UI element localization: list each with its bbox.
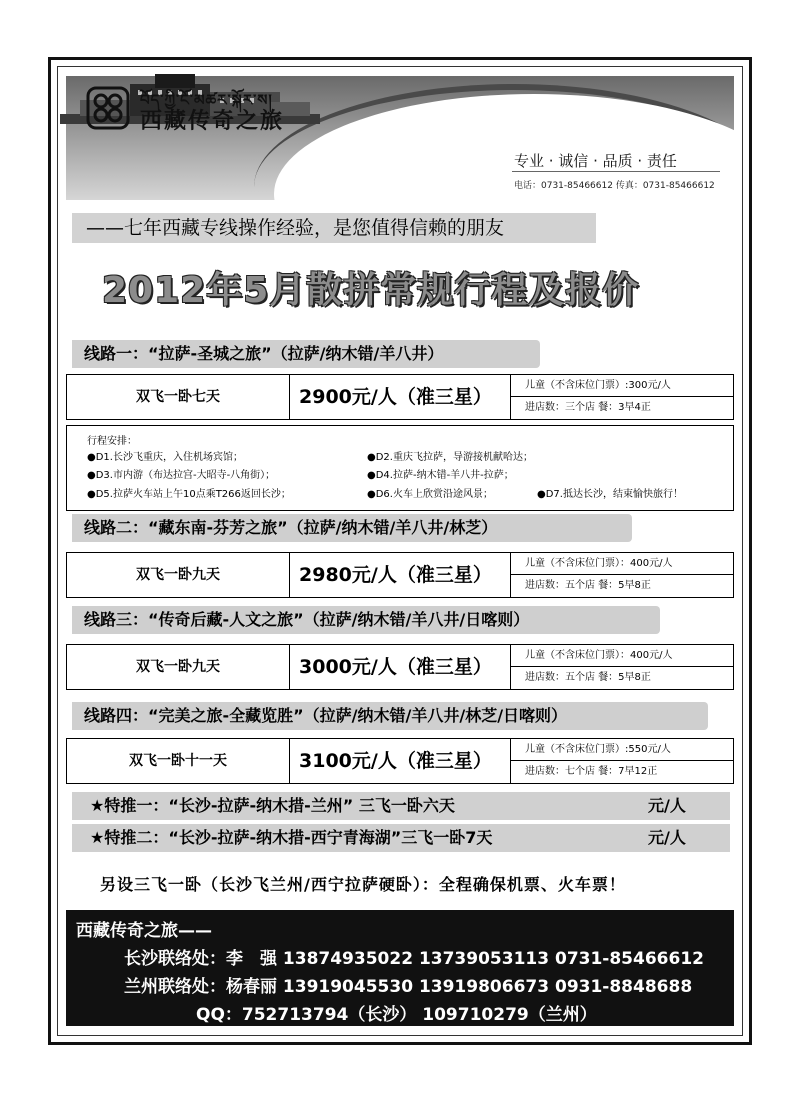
route-4-child-price: 儿童（不含床位门票）:550元/人: [511, 739, 733, 761]
itinerary-day-7: ●D7.抵达长沙，结束愉快旅行！: [537, 489, 683, 500]
route-4-shops-meals: 进店数：七个店 餐：7早12正: [525, 766, 658, 777]
special-offer-1-unit: 元/人: [648, 796, 686, 815]
special-offer-2: [72, 824, 730, 852]
route-1-price: 2900元/人（准三星）: [289, 375, 511, 419]
route-3-shops-meals: 进店数：五个店 餐：5早8正: [525, 672, 651, 683]
route-2-price-box: [66, 552, 734, 598]
route-1-transport: 双飞一卧七天: [67, 375, 290, 419]
motto: 专业 · 诚信 · 品质 · 责任: [514, 152, 677, 170]
special-offer-1: [72, 792, 730, 820]
endless-knot-icon: [86, 86, 130, 130]
motto-divider: [512, 171, 720, 172]
notice: 另设三飞一卧（长沙飞兰州/西宁拉萨硬卧）：全程确保机票、火车票！: [100, 875, 626, 894]
route-1-itinerary: [66, 425, 734, 511]
route-3-price-box: [66, 644, 734, 690]
itinerary-day-6: ●D6.火车上欣赏沿途风景；: [367, 489, 493, 500]
contact-lanzhou: 兰州联络处：杨春丽 13919045530 13919806673 0931-8848688: [124, 977, 693, 997]
route-4-transport: 双飞一卧十一天: [67, 739, 290, 783]
special-offer-2-text: ★特推二：“长沙-拉萨-纳木措-西宁青海湖”三飞一卧7天: [90, 828, 493, 847]
contact-changsha: 长沙联络处：李 强 13874935022 13739053113 0731-85466612: [124, 949, 704, 969]
itinerary-day-4: ●D4.拉萨-纳木错-羊八井-拉萨；: [367, 470, 514, 481]
route-3-details: [511, 645, 733, 689]
tibetan-brand-name: བོད་ཀྱི་ངོ་མཚར་སྐོར་ས།: [140, 91, 273, 109]
route-4-price-box: [66, 738, 734, 784]
route-2-title: 线路二：“藏东南-芬芳之旅”（拉萨/纳木错/羊八井/林芝）: [72, 514, 632, 542]
special-offer-2-unit: 元/人: [648, 828, 686, 847]
contact-heading: 西藏传奇之旅——: [76, 921, 212, 941]
route-4-price: 3100元/人（准三星）: [289, 739, 511, 783]
route-3-price: 3000元/人（准三星）: [289, 645, 511, 689]
route-2-shops-meals: 进店数：五个店 餐：5早8正: [525, 580, 651, 591]
route-3-title: 线路三：“传奇后藏-人文之旅”（拉萨/纳木错/羊八井/日喀则）: [72, 606, 660, 634]
route-2-price: 2980元/人（准三星）: [289, 553, 511, 597]
itinerary-day-2: ●D2.重庆飞拉萨，导游接机献哈达；: [367, 452, 533, 463]
route-1-title: 线路一：“拉萨-圣城之旅”（拉萨/纳木错/羊八井）: [72, 340, 540, 368]
route-1-details: [511, 375, 733, 419]
contact-qq: QQ：752713794（长沙） 109710279（兰州）: [196, 1005, 597, 1025]
itinerary-day-3: ●D3.市内游（布达拉宫-大昭寺-八角街）；: [87, 470, 276, 481]
route-4-details: [511, 739, 733, 783]
itinerary-label: 行程安排：: [87, 436, 137, 447]
route-4-title: 线路四：“完美之旅-全藏览胜”（拉萨/纳木错/羊八井/林芝/日喀则）: [72, 702, 708, 730]
route-2-transport: 双飞一卧九天: [67, 553, 290, 597]
route-1-price-box: [66, 374, 734, 420]
itinerary-day-1: ●D1.长沙飞重庆，入住机场宾馆；: [87, 452, 243, 463]
route-1-shops-meals: 进店数：三个店 餐：3早4正: [525, 402, 651, 413]
route-2-details: [511, 553, 733, 597]
contact-block: [66, 910, 734, 1026]
route-2-child-price: 儿童（不含床位门票）：400元/人: [511, 553, 733, 575]
route-1-child-price: 儿童（不含床位门票）:300元/人: [511, 375, 733, 397]
telephone-line: 电话：0731-85466612 传真：0731-85466612: [514, 181, 715, 191]
special-offer-1-text: ★特推一：“长沙-拉萨-纳木措-兰州” 三飞一卧六天: [90, 796, 455, 815]
route-3-child-price: 儿童（不含床位门票）：400元/人: [511, 645, 733, 667]
slogan: ——七年西藏专线操作经验，是您值得信赖的朋友: [72, 213, 596, 243]
page-title: 2012年5月散拼常规行程及报价: [102, 270, 640, 311]
itinerary-day-5: ●D5.拉萨火车站上午10点乘T266返回长沙；: [87, 489, 291, 500]
brand-name: 西藏传奇之旅: [140, 108, 285, 134]
route-3-transport: 双飞一卧九天: [67, 645, 290, 689]
